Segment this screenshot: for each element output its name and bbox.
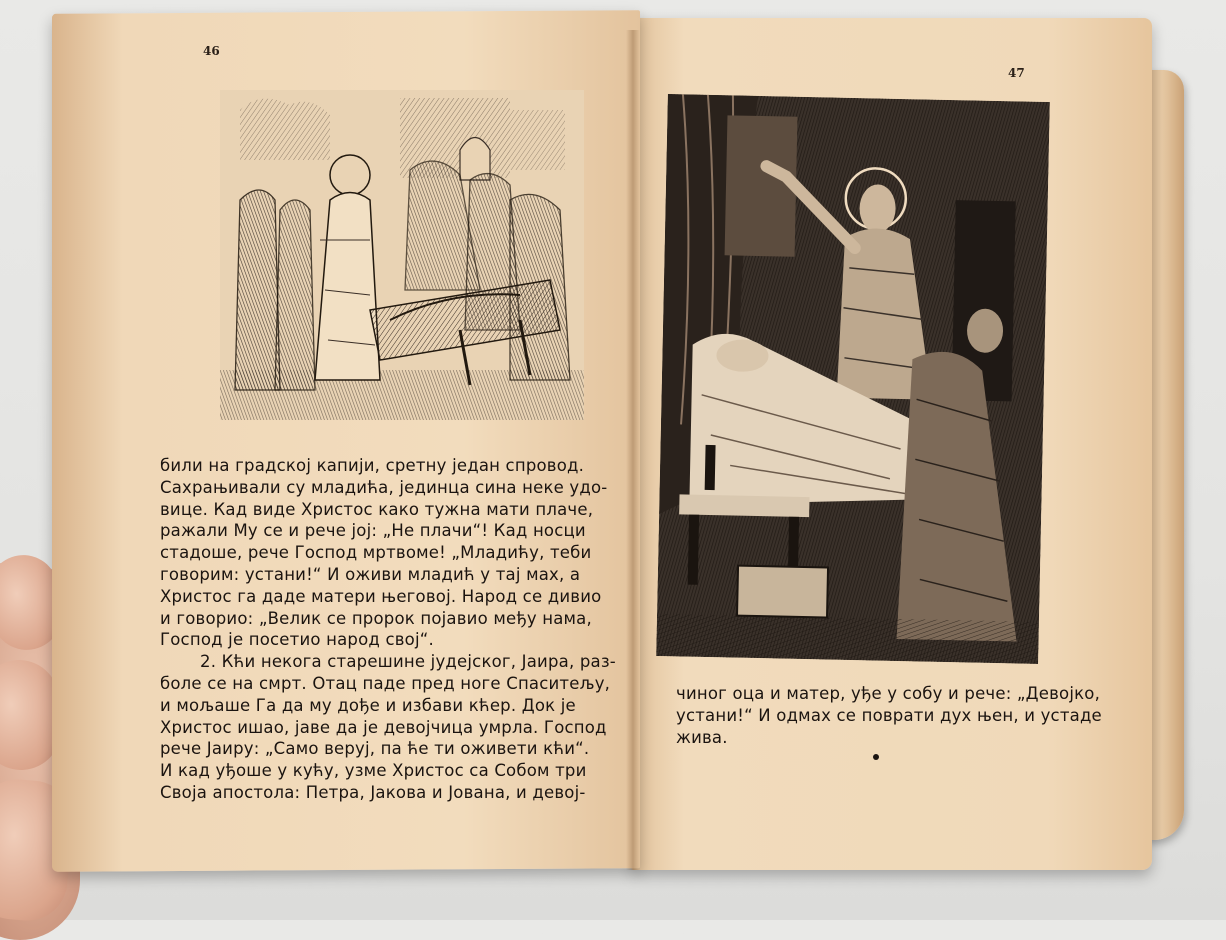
right-page-text	[676, 683, 1146, 748]
text-line: рече Јаиру: „Само веруј, па ће ти оживети кћи“.	[160, 739, 590, 759]
text-line: жива.	[676, 727, 728, 747]
right-illustration	[656, 94, 1050, 664]
left-page-number: 46	[203, 44, 220, 58]
text-line: били на градској капији, сретну један спровод.	[160, 456, 585, 475]
text-line: говорим: устани!“ И оживи младић у тај мах, а	[160, 564, 581, 584]
text-line: Сахрањивали су младића, јединца сина неке удо-	[160, 477, 608, 497]
left-page-text	[160, 455, 620, 804]
text-line: Христос ишао, јаве да је девојчица умрла. Господ	[160, 717, 607, 737]
text-line: устани!“ И одмах се поврати дух њен, и устаде	[676, 705, 1102, 725]
text-line: боле се на смрт. Отац паде пред ноге Спаситељу,	[160, 673, 611, 693]
section-end-dot	[873, 754, 879, 760]
text-line: И кад уђоше у кућу, узме Христос са Собом три	[160, 761, 587, 781]
text-line: 2. Кћи некога старешине јудејског, Јаира, раз-	[200, 652, 616, 672]
text-line: и мољаше Га да му дође и избави кћер. Док је	[160, 695, 576, 715]
left-illustration	[220, 90, 584, 420]
text-line: ражали Му се и рече јој: „Не плачи“! Кад носци	[160, 521, 586, 541]
text-line: Господ је посетио народ свој“.	[160, 630, 434, 650]
text-line: стадоше, рече Господ мртвоме! „Младићу, теби	[160, 543, 592, 563]
text-line: и говорио: „Велик се пророк појавио међу нама,	[160, 608, 592, 628]
text-line: вице. Кад виде Христос како тужна мати плаче,	[160, 499, 594, 519]
right-page-number: 47	[1008, 66, 1025, 80]
text-line: Своја апостола: Петра, Јакова и Јована, и девој-	[160, 782, 586, 802]
book-gutter	[626, 30, 640, 870]
text-line: чиног оца и матер, уђе у собу и рече: „Девојко,	[676, 684, 1101, 703]
text-line: Христос га даде матери његовој. Народ се дивио	[160, 586, 602, 606]
